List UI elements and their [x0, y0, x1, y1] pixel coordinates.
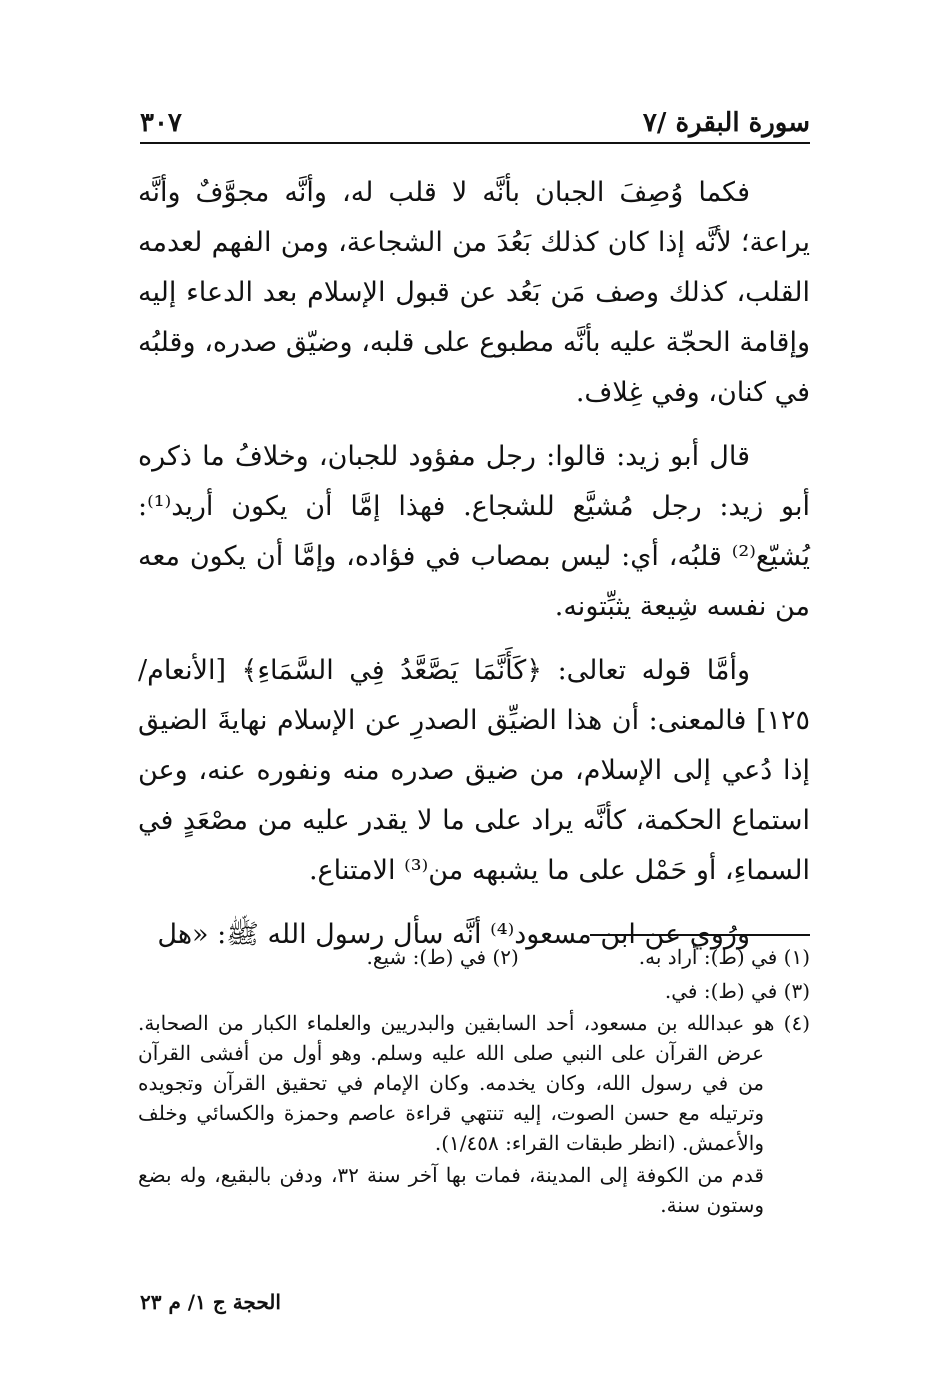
paragraph-1: فكما وُصِفَ الجبان بأنَّه لا قلب له، وأنَّه مجوَّفٌ وأنَّه يراعة؛ لأنَّه إذا كان كذلك بَعُدَ من الشجاعة، ومن الفهم لعدمه القلب، كذلك وصف مَن بَعُد عن قبول الإسلام بعد الدعاء إليه وإقامة الحجّة عليه بأنَّه مطبوع على قلبه، وضيّق صدره، وقلبُه في كنان، وفي غِلاف. — [138, 177, 810, 408]
footnote-row-1 — [138, 940, 810, 974]
paragraph-2: قال أبو زيد: قالوا: رجل مفؤود للجبان، وخلافُ ما ذكره أبو زيد: رجل مُشيَّع للشجاع. فهذا إمَّا أن يكون أريد⁽¹⁾: يُشيّع⁽²⁾ قلبُه، أي: ليس بمصاب في فؤاده، وإمَّا أن يكون معه من نفسه شِيعة يثبِّتونه. — [138, 441, 810, 622]
footnote-4-continuation: قدم من الكوفة إلى المدينة، فمات بها آخر سنة ٣٢، ودفن بالبقيع، وله بضع وستون سنة. — [138, 1163, 764, 1217]
page-number: ٣٠٧ — [140, 108, 182, 138]
main-text — [138, 168, 810, 974]
footnote-4: (٤) هو عبدالله بن مسعود، أحد السابقين والبدريين والعلماء الكبار من الصحابة. عرض القرآن على النبي صلى الله عليه وسلم. وهو أول من أفشى القرآن من في رسول الله، وكان يخدمه. وكان الإمام في تحقيق القرآن وتجويده وترتيله مع حسن الصوت، إليه تنتهي قراءة عاصم وحمزة والكسائي وخلف والأعمش. (انظر طبقات القراء: ١/٤٥٨). — [138, 1011, 810, 1155]
footnote-2: (٢) في (ط): شيع. — [366, 945, 519, 969]
running-title: سورة البقرة /٧ — [642, 108, 810, 138]
footnotes — [138, 940, 810, 1222]
paragraph-4: ورُوي عن ابن مسعود⁽⁴⁾ أنَّه سأل رسول الله ﷺ: «هل — [157, 919, 750, 950]
paragraph-3: وأمَّا قوله تعالى: ﴿كَأَنَّمَا يَصَّعَّدُ فِي السَّمَاءِ﴾ [الأنعام/١٢٥] فالمعنى: أن هذا الضيِّق الصدرِ عن الإسلام نهايةَ الضيق إذا دُعي إلى الإسلام، من ضيق صدره منه ونفوره عنه، وعن استماع الحكمة، كأنَّه يراد على ما لا يقدر عليه من مصْعَدٍ في السماءِ، أو حَمْل على ما يشبهه من⁽³⁾ الامتناع. — [138, 655, 810, 886]
signature-mark: الحجة ج ١/ م ٢٣ — [140, 1290, 281, 1314]
footnote-divider — [590, 934, 810, 936]
footnote-1: (١) في (ط): أراد به. — [638, 945, 810, 969]
footnote-3: (٣) في (ط): في. — [664, 979, 810, 1003]
page-header — [140, 100, 810, 144]
